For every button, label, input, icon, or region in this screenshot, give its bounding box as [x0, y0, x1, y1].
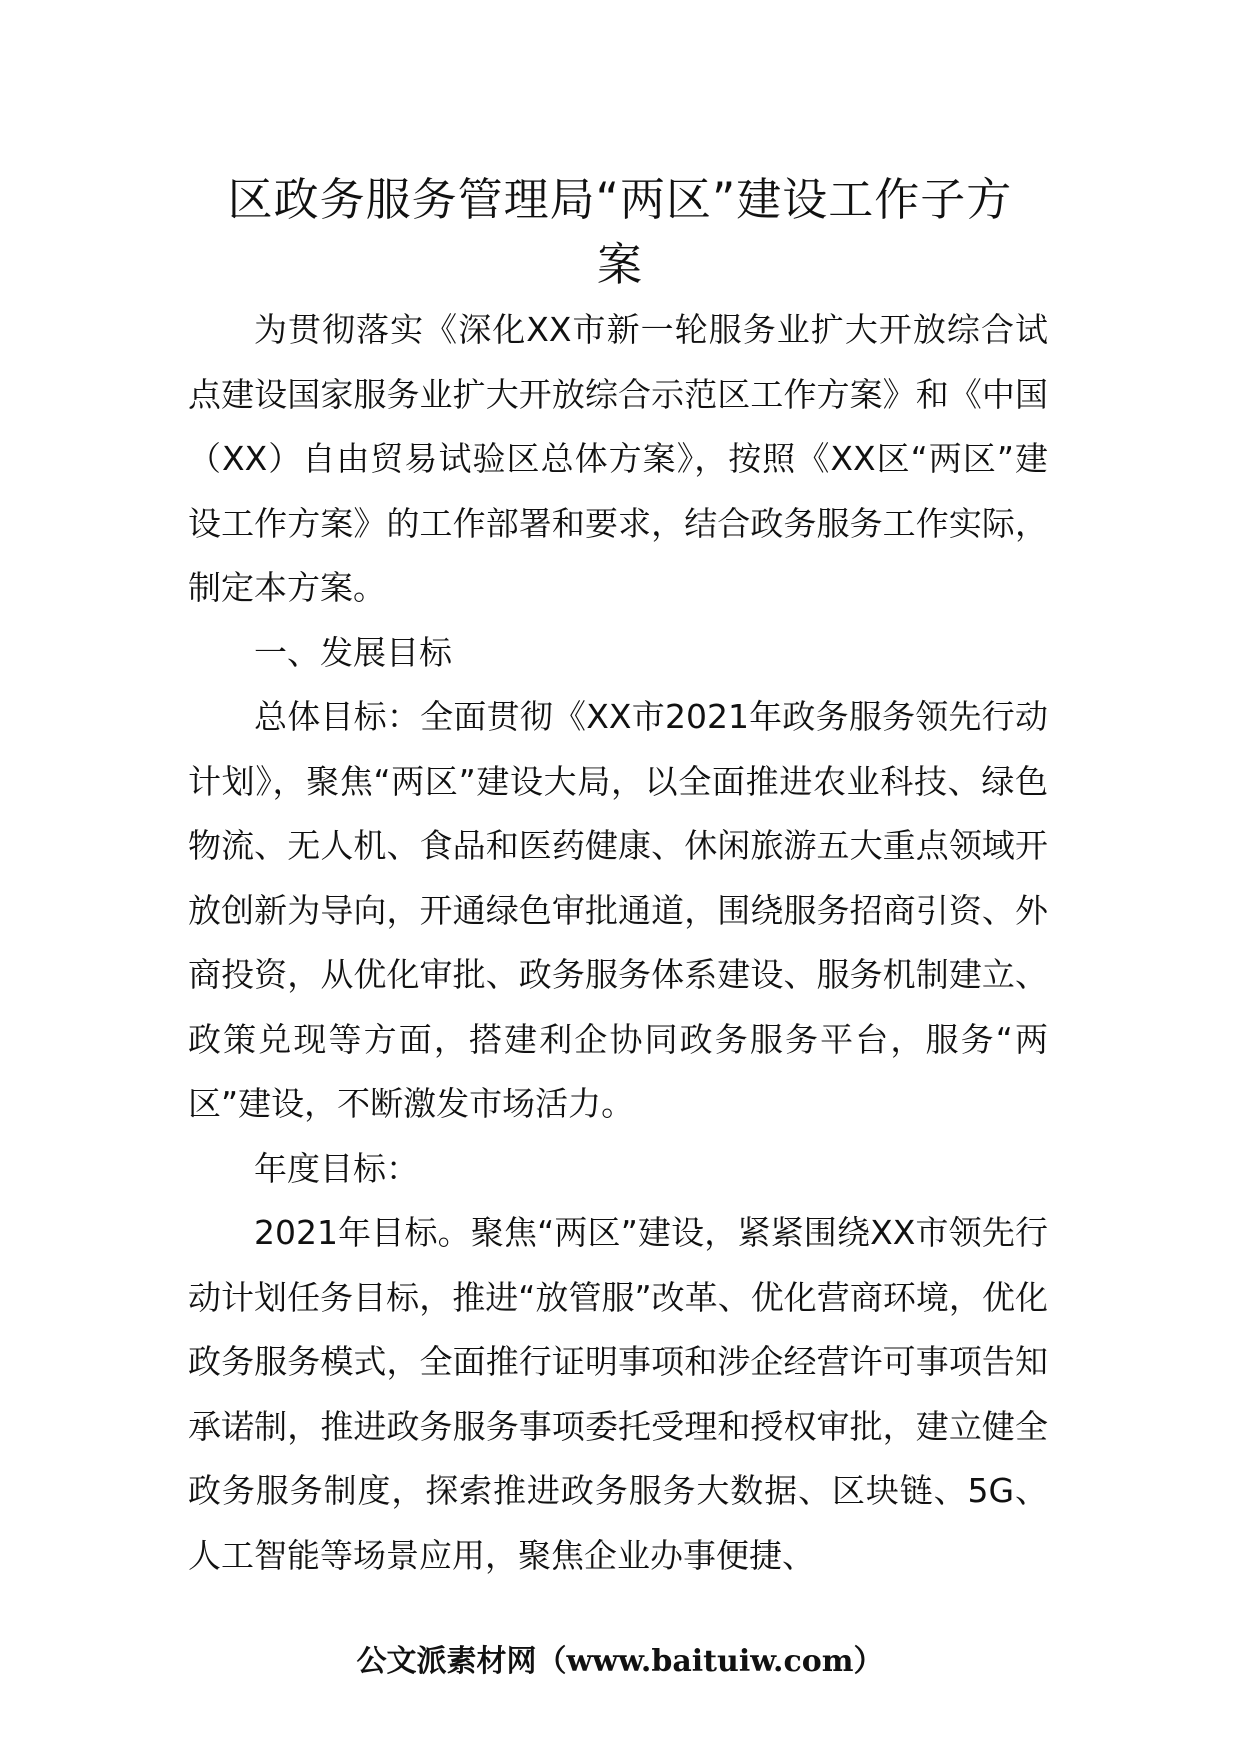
document-body [188, 298, 1048, 1588]
section-heading: 一、发展目标 [254, 632, 452, 672]
paragraph-annual-goal-heading: 年度目标： [254, 1148, 419, 1188]
footer-watermark: 公文派素材网（www.baituiw.com） [356, 1644, 884, 1679]
document-title: 区政务服务管理局“两区”建设工作子方 [227, 173, 1013, 226]
paragraph-overall-goal: 总体目标：全面贯彻《XX市2021年政务服务领先行动计划》，聚焦“两区”建设大局，以全面推进农业科技、绿色物流、无人机、食品和医药健康、休闲旅游五大重点领域开放创新为导向，开通绿色审批通道，围绕服务招商引资、外商投资，从优化审批、政务服务体系建设、服务机制建立、政策兑现等方面，搭建利企协同政务服务平台，服务“两区”建设，不断激发市场活力。 [188, 697, 1048, 1123]
paragraph-intro: 为贯彻落实《深化XX市新一轮服务业扩大开放综合试点建设国家服务业扩大开放综合示范区工作方案》和《中国（XX）自由贸易试验区总体方案》，按照《XX区“两区”建设工作方案》的工作部署和要求，结合政务服务工作实际，制定本方案。 [188, 310, 1048, 607]
paragraph-2021-goal: 2021年目标。聚焦“两区”建设，紧紧围绕XX市领先行动计划任务目标，推进“放管服”改革、优化营商环境，优化政务服务模式，全面推行证明事项和涉企经营许可事项告知承诺制，推进政务服务事项委托受理和授权审批，建立健全政务服务制度，探索推进政务服务大数据、区块链、5G、人工智能等场景应用，聚焦企业办事便捷、 [188, 1213, 1048, 1575]
document-title-continued: 案 [596, 238, 643, 291]
